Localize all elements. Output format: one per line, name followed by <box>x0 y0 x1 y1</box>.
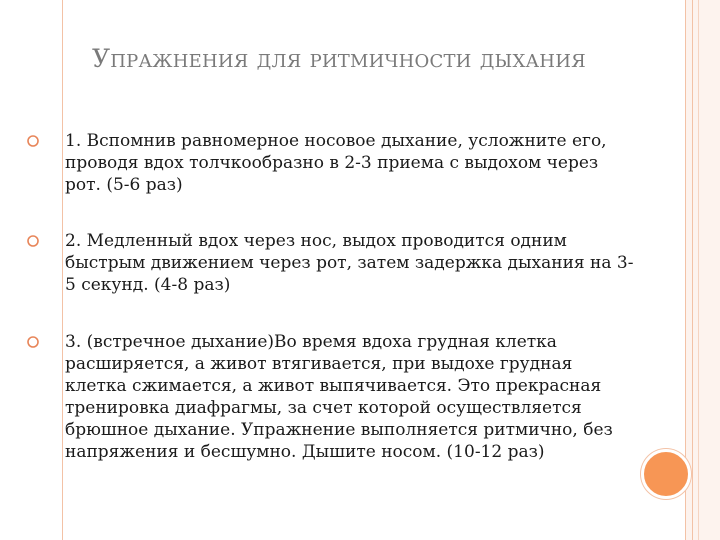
ring-bullet-icon <box>26 134 40 148</box>
right-decorative-frame <box>685 0 720 540</box>
exercise-list <box>26 130 636 463</box>
ring-bullet-icon <box>26 234 40 248</box>
frame-line <box>692 0 693 540</box>
ring-bullet-icon <box>26 335 40 349</box>
slide-title: Упражнения для ритмичности дыхания <box>92 44 586 73</box>
list-item-text: 1. Вспомнив равномерное носовое дыхание, усложните его, проводя вдох толчкообразно в 2-3 приема с выдохом через рот. (5-6 раз) <box>65 131 607 195</box>
frame-line <box>698 0 699 540</box>
list-item-text: 2. Медленный вдох через нос, выдох проводится одним быстрым движением через рот, затем задержка дыхания на 3-5 секунд. (4-8 раз) <box>65 231 634 295</box>
list-item <box>26 130 636 196</box>
list-item <box>26 331 636 463</box>
decorative-circle <box>641 449 691 499</box>
list-item-text: 3. (встречное дыхание)Во время вдоха грудная клетка расширяется, а живот втягивается, при выдохе грудная клетка сжимается, а живот выпячивается. Это прекрасная тренировка диафрагмы, за счет которой осуществляется брюшное дыхание. Упражнение выполняется ритмично, без напряжения и бесшумно. Дышите носом. (10-12 раз) <box>65 332 613 462</box>
list-item <box>26 230 636 296</box>
